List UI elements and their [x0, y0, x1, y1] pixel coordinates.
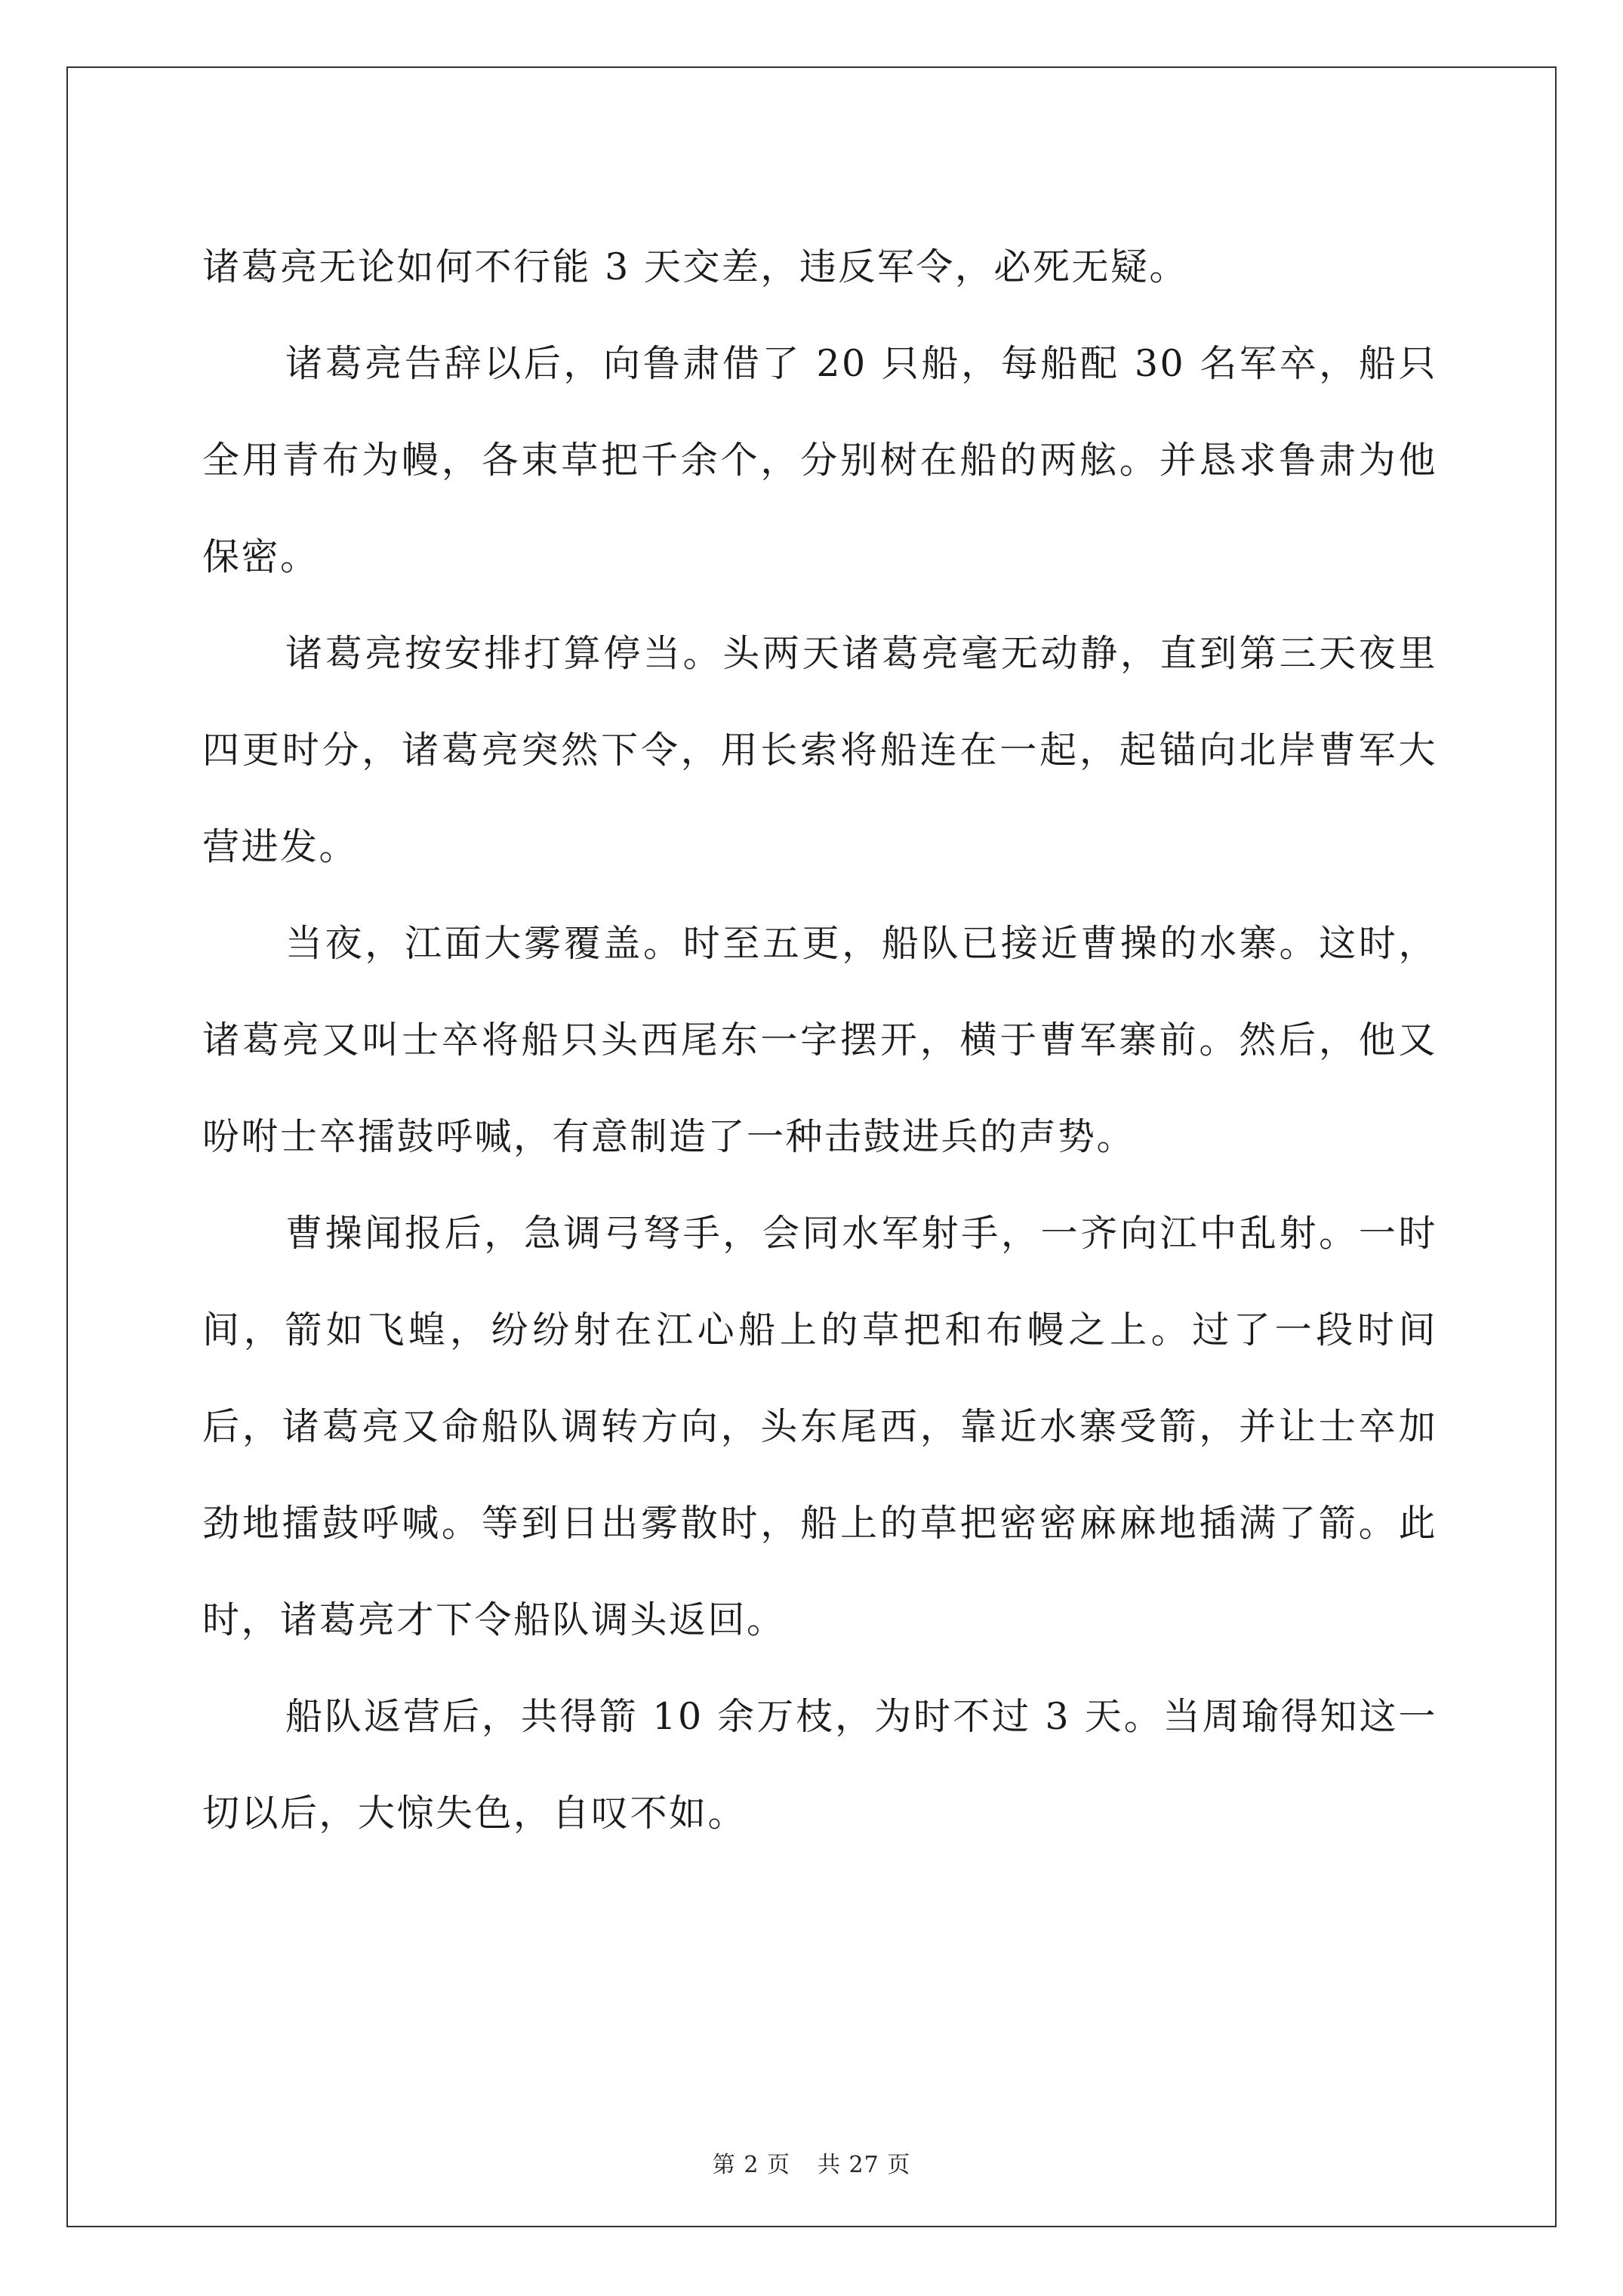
page-footer — [0, 2146, 1623, 2179]
paragraph-1: 诸葛亮无论如何不行能 3 天交差，违反军令，必死无疑。 — [202, 245, 1188, 288]
paragraph-3: 诸葛亮按安排打算停当。头两天诸葛亮毫无动静，直到第三天夜里四更时分，诸葛亮突然下令，用长索将船连在一起，起锚向北岸曹军大营进发。 — [202, 632, 1437, 868]
document-body — [202, 219, 1437, 1862]
paragraph-5: 曹操闻报后，急调弓弩手，会同水军射手，一齐向江中乱射。一时间，箭如飞蝗，纷纷射在江心船上的草把和布幔之上。过了一段时间后，诸葛亮又命船队调转方向，头东尾西，靠近水寨受箭，并让士卒加劲地擂鼓呼喊。等到日出雾散时，船上的草把密密麻麻地插满了箭。此时，诸葛亮才下令船队调头返回。 — [202, 1212, 1437, 1641]
page-number-total: 共 27 页 — [817, 2152, 911, 2178]
paragraph-2: 诸葛亮告辞以后，向鲁肃借了 20 只船，每船配 30 名军卒，船只全用青布为幔，各束草把千余个，分别树在船的两舷。并恳求鲁肃为他保密。 — [202, 342, 1437, 578]
page-number-current: 第 2 页 — [712, 2152, 790, 2178]
paragraph-4: 当夜，江面大雾覆盖。时至五更，船队已接近曹操的水寨。这时，诸葛亮又叫士卒将船只头西尾东一字摆开，横于曹军寨前。然后，他又吩咐士卒擂鼓呼喊，有意制造了一种击鼓进兵的声势。 — [202, 922, 1437, 1158]
paragraph-6: 船队返营后，共得箭 10 余万枝，为时不过 3 天。当周瑜得知这一切以后，大惊失色，自叹不如。 — [202, 1695, 1437, 1835]
